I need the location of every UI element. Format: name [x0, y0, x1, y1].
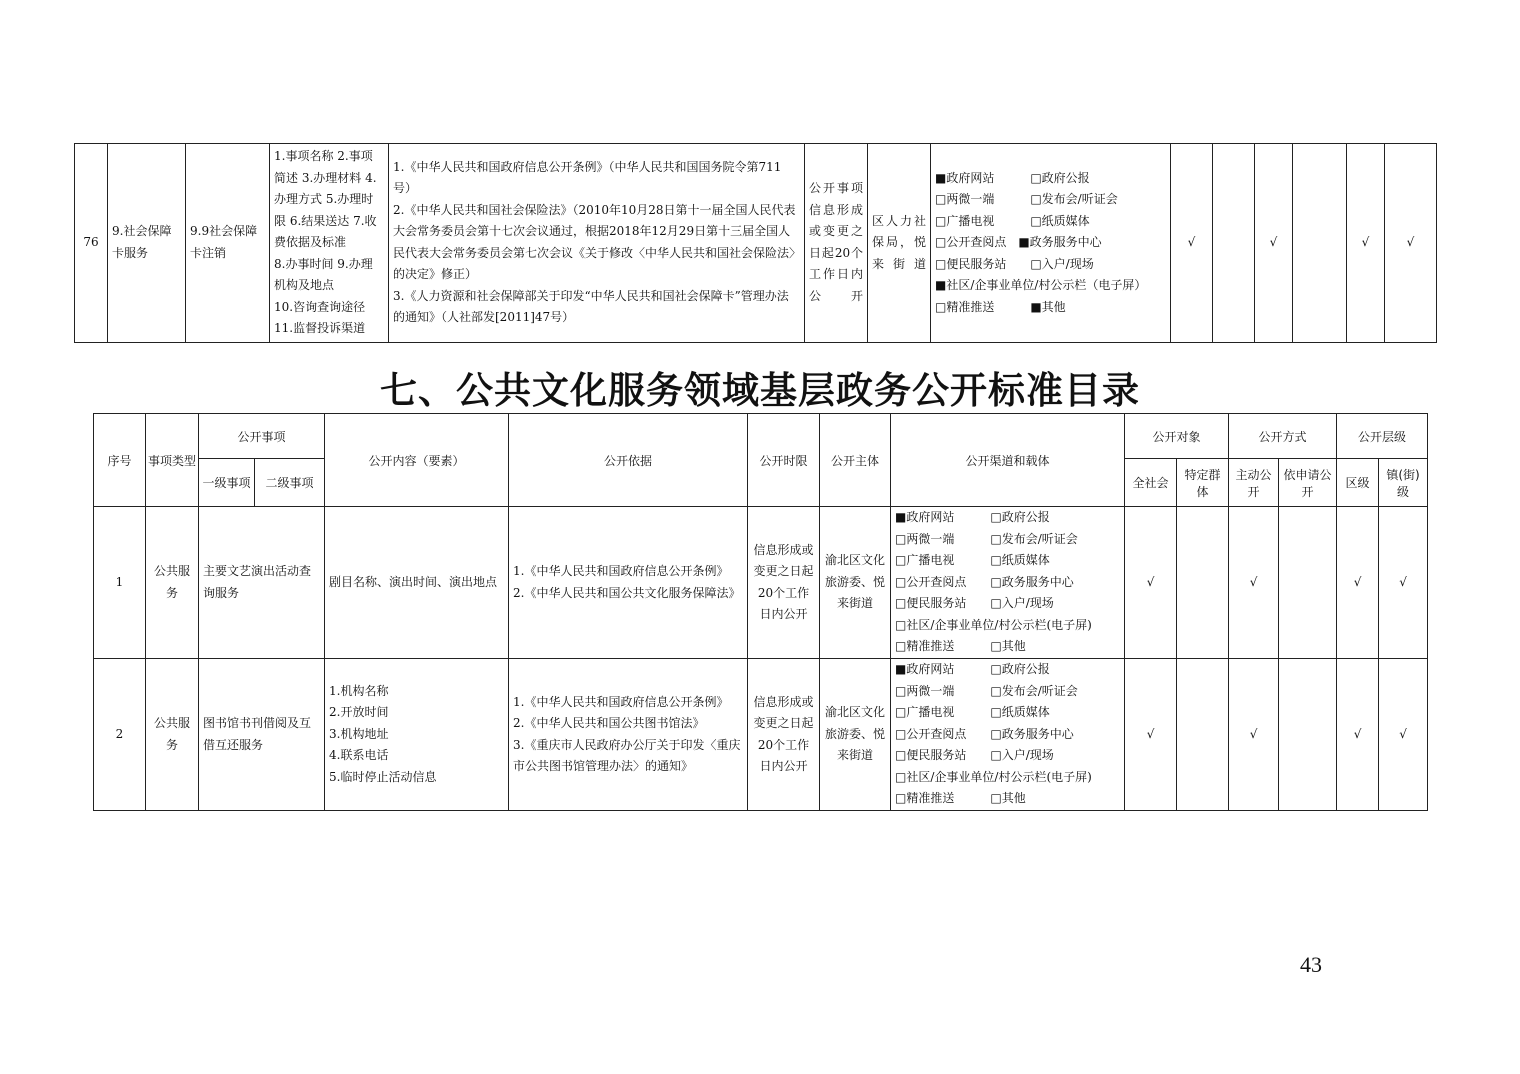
content-elements: 剧目名称、演出时间、演出地点 [325, 507, 509, 659]
header-level1: 一级事项 [199, 459, 255, 507]
table-row [94, 659, 1428, 811]
check-request [1293, 144, 1347, 343]
header-no: 序号 [94, 414, 146, 507]
check-all-society: √ [1125, 507, 1177, 659]
check-active: √ [1229, 507, 1279, 659]
channel-line: □精准推送 □其他 [895, 639, 1026, 654]
check-district: √ [1347, 144, 1385, 343]
channels-list [891, 659, 1125, 811]
channels-list [931, 144, 1171, 343]
item-name: 主要文艺演出活动查询服务 [199, 507, 325, 659]
header-level-district: 区级 [1337, 459, 1379, 507]
header-type: 事项类型 [146, 414, 199, 507]
channel-line: □精准推送 ■其他 [935, 299, 1066, 314]
channel-line: □公开查阅点 ■政务服务中心 [935, 235, 1102, 249]
check-request [1279, 507, 1337, 659]
header-content: 公开内容（要素） [325, 414, 509, 507]
header-basis: 公开依据 [509, 414, 748, 507]
page-number: 43 [1300, 952, 1322, 977]
legal-basis: 1.《中华人民共和国政府信息公开条例》（中华人民共和国国务院令第711号） 2.《中华人民共和国社会保险法》（2010年10月28日第十一届全国人民代表大会常务委员会第十七次会议通过，根据2018年12月29日第十三届全国人民代表大会常务委员会第七次会议《关于修改〈中华人民共和国社会保险法〉的决定》修正） 3.《人力资源和社会保障部关于印发“中华人民共和国社会保障卡”管理办法的通知》（人社部发[2011]47号） [389, 144, 805, 343]
item-type: 公共服务 [146, 507, 199, 659]
item-type: 公共服务 [146, 659, 199, 811]
check-specific-group [1177, 659, 1229, 811]
disclosure-time: 信息形成或变更之日起20个工作日内公开 [748, 507, 820, 659]
header-method-active: 主动公开 [1229, 459, 1279, 507]
row-number: 1 [94, 507, 146, 659]
channel-line: □两微一端 □发布会/听证会 [895, 531, 1078, 546]
header-time: 公开时限 [748, 414, 820, 507]
check-specific-group [1177, 507, 1229, 659]
check-all-society: √ [1171, 144, 1213, 343]
legal-basis: 1.《中华人民共和国政府信息公开条例》 2.《中华人民共和国公共图书馆法》 3.《重庆市人民政府办公厅关于印发〈重庆市公共图书馆管理办法〉的通知》 [509, 659, 748, 811]
header-level: 公开层级 [1337, 414, 1428, 459]
header-items: 公开事项 [199, 414, 325, 459]
channel-line: □便民服务站 □入户/现场 [935, 256, 1094, 271]
check-specific-group [1213, 144, 1255, 343]
channel-line: ■政府网站 □政府公报 [935, 170, 1090, 185]
content-elements: 1.机构名称 2.开放时间 3.机构地址 4.联系电话 5.临时停止活动信息 [325, 659, 509, 811]
header-method: 公开方式 [1229, 414, 1337, 459]
check-request [1279, 659, 1337, 811]
table-row [94, 507, 1428, 659]
channel-line: □广播电视 □纸质媒体 [895, 553, 1050, 568]
channel-line: □社区/企事业单位/村公示栏(电子屏) [895, 769, 1092, 784]
previous-section-table [74, 143, 1437, 343]
channel-line: □精准推送 □其他 [895, 791, 1026, 806]
disclosure-time: 公开事项信息形成或变更之日起20个工作日内公开 [805, 144, 868, 343]
header-target-all: 全社会 [1125, 459, 1177, 507]
level1-item: 9.社会保障卡服务 [108, 144, 186, 343]
header-subject: 公开主体 [820, 414, 891, 507]
header-level-town: 镇(街)级 [1379, 459, 1428, 507]
check-district: √ [1337, 507, 1379, 659]
disclosure-time: 信息形成或变更之日起20个工作日内公开 [748, 659, 820, 811]
disclosure-subject: 渝北区文化旅游委、悦来街道 [820, 659, 891, 811]
channel-line: □广播电视 □纸质媒体 [895, 705, 1050, 720]
channel-line: ■社区/企事业单位/村公示栏（电子屏） [935, 278, 1147, 292]
check-district: √ [1337, 659, 1379, 811]
header-channels: 公开渠道和载体 [891, 414, 1125, 507]
section-title: 七、公共文化服务领域基层政务公开标准目录 [380, 369, 1140, 412]
channel-line: □便民服务站 □入户/现场 [895, 748, 1054, 763]
channel-line: ■政府网站 □政府公报 [895, 510, 1050, 525]
item-name: 图书馆书刊借阅及互借互还服务 [199, 659, 325, 811]
disclosure-subject: 区人力社保局，悦来街道 [868, 144, 931, 343]
channel-line: □两微一端 □发布会/听证会 [895, 683, 1078, 698]
channels-list [891, 507, 1125, 659]
channel-line: □社区/企事业单位/村公示栏(电子屏) [895, 617, 1092, 632]
header-target: 公开对象 [1125, 414, 1229, 459]
header-target-specific: 特定群体 [1177, 459, 1229, 507]
content-elements: 1.事项名称 2.事项简述 3.办理材料 4.办理方式 5.办理时限 6.结果送达 7.收费依据及标准 8.办事时间 9.办理机构及地点 10.咨询查询途径 11.监督投诉渠道 [270, 144, 389, 343]
channel-line: ■政府网站 □政府公报 [895, 662, 1050, 677]
section-table [93, 413, 1428, 811]
header-level2: 二级事项 [255, 459, 325, 507]
row-number: 2 [94, 659, 146, 811]
check-town: √ [1385, 144, 1437, 343]
disclosure-subject: 渝北区文化旅游委、悦来街道 [820, 507, 891, 659]
check-all-society: √ [1125, 659, 1177, 811]
check-active: √ [1255, 144, 1293, 343]
legal-basis: 1.《中华人民共和国政府信息公开条例》 2.《中华人民共和国公共文化服务保障法》 [509, 507, 748, 659]
level2-item: 9.9社会保障卡注销 [186, 144, 270, 343]
channel-line: □两微一端 □发布会/听证会 [935, 192, 1118, 206]
check-active: √ [1229, 659, 1279, 811]
channel-line: □公开查阅点 □政务服务中心 [895, 726, 1074, 741]
table-row [75, 144, 1437, 343]
header-row [94, 414, 1428, 459]
check-town: √ [1379, 659, 1428, 811]
channel-line: □公开查阅点 □政务服务中心 [895, 574, 1074, 589]
channel-line: □广播电视 □纸质媒体 [935, 213, 1090, 228]
header-method-request: 依申请公开 [1279, 459, 1337, 507]
row-number: 76 [75, 144, 108, 343]
check-town: √ [1379, 507, 1428, 659]
channel-line: □便民服务站 □入户/现场 [895, 596, 1054, 611]
